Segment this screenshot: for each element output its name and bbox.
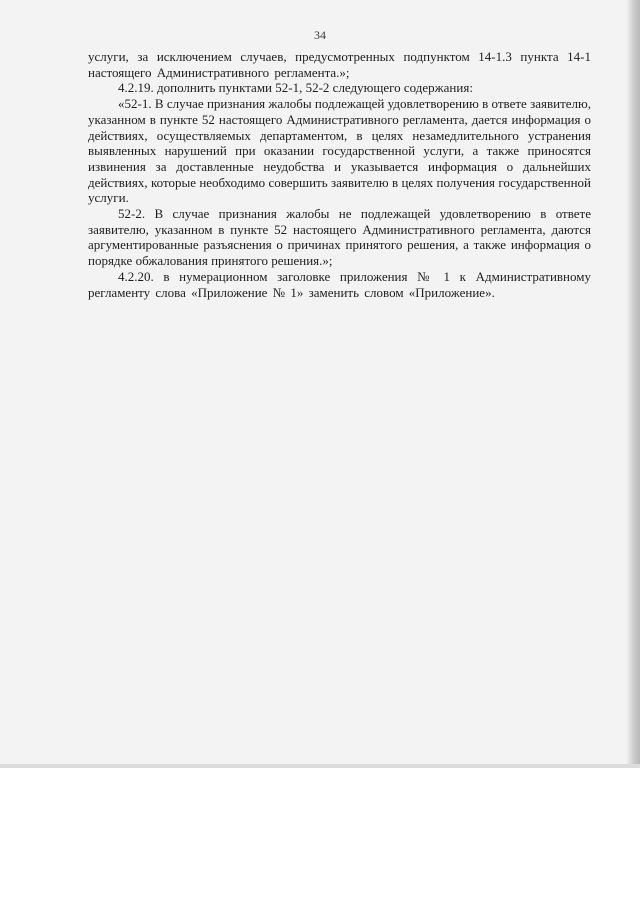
paragraph-4-2-20: 4.2.20. в нумерационном заголовке приложения № 1 к Административному регламенту слова «Приложение № 1» заменить словом «Приложение». bbox=[88, 268, 591, 300]
document-body bbox=[88, 49, 591, 300]
page-number: 34 bbox=[314, 28, 326, 42]
paragraph-4-2-19: 4.2.19. дополнить пунктами 52-1, 52-2 следующего содержания: bbox=[118, 80, 473, 96]
paragraph-52-2: 52-2. В случае признания жалобы не подлежащей удовлетворению в ответе заявителю, указанном в пункте 52 настоящего Административного регламента, даются аргументированные разъяснения о причинах принятого решения, а также информация о порядке обжалования принятого решения.»; bbox=[88, 206, 591, 269]
scan-edge-shadow bbox=[626, 0, 640, 768]
paragraph-52-1: «52-1. В случае признания жалобы подлежащей удовлетворению в ответе заявителю, указанном в пункте 52 настоящего Административного регламента, дается информация о действиях, осуществляемых департаментом, в целях незамедлительного устранения выявленных нарушений при оказании государственной услуги, а также приносятся извинения за доставленные неудобства и указывается информация о дальнейших действиях, которые необходимо совершить заявителю в целях получения государственной услуги. bbox=[88, 96, 591, 206]
scan-bottom-edge bbox=[0, 764, 640, 768]
paragraph-continuation: услуги, за исключением случаев, предусмотренных подпунктом 14-1.3 пункта 14-1 настоящего Административного регламента.»; bbox=[88, 49, 591, 80]
